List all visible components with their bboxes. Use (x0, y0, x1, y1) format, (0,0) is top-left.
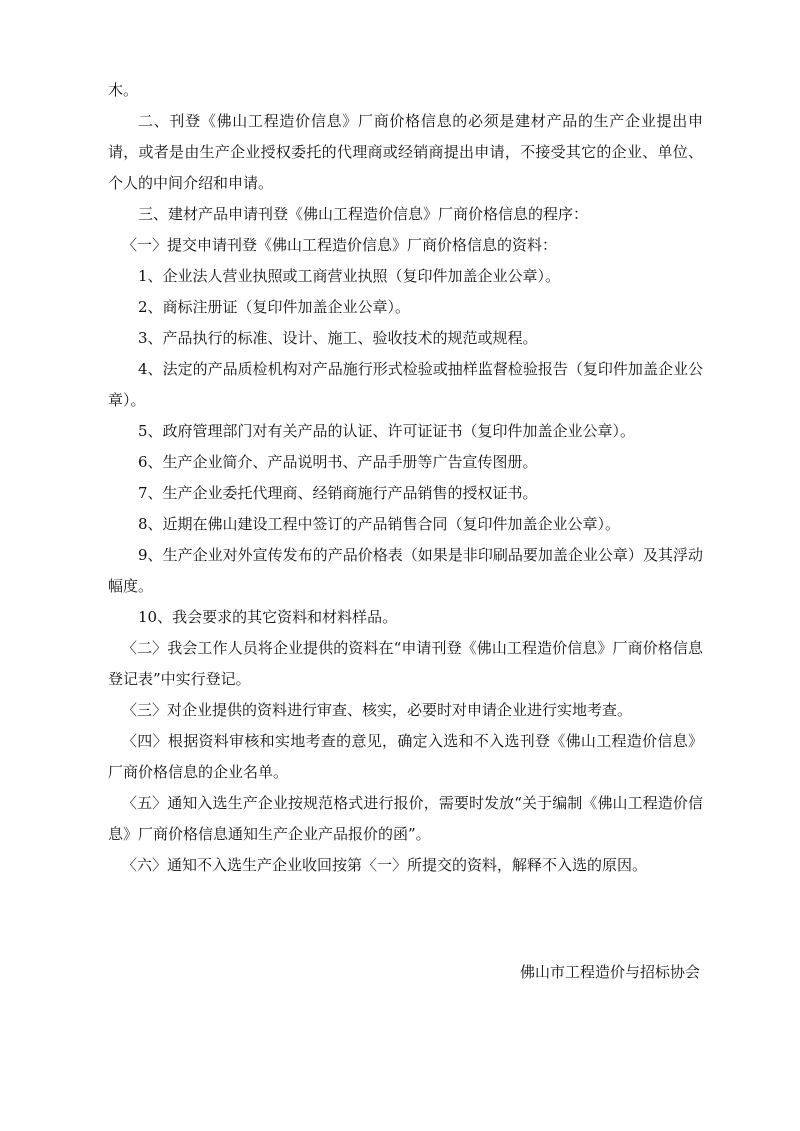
paragraph: 三、建材产品申请刊登《佛山工程造价信息》厂商价格信息的程序： (138, 205, 589, 223)
paragraph: 8、近期在佛山建设工程中签订的产品销售合同（复印件加盖企业公章）。 (138, 515, 621, 533)
paragraph: 〈五〉通知入选生产企业按规范格式进行报价，需要时发放“关于编制《佛山工程造价信息》厂商价格信息通知生产企业产品报价的函”。 (108, 794, 703, 843)
signature-organization: 佛山市工程造价与招标协会 (519, 963, 700, 981)
paragraph: 〈六〉通知不入选生产企业收回按第〈一〉所提交的资料，解释不入选的原因。 (122, 856, 648, 874)
paragraph: 〈三〉对企业提供的资料进行审查、核实，必要时对申请企业进行实地考查。 (122, 701, 633, 719)
paragraph: 2、商标注册证（复印件加盖企业公章）。 (138, 298, 411, 316)
paragraph: 9、生产企业对外宣传发布的产品价格表（如果是非印刷品要加盖企业公章）及其浮动幅度。 (108, 546, 703, 595)
paragraph: 木。 (108, 81, 139, 99)
paragraph: 4、法定的产品质检机构对产品施行形式检验或抽样监督检验报告（复印件加盖企业公章）。 (108, 360, 703, 409)
paragraph: 〈二〉我会工作人员将企业提供的资料在“申请刊登《佛山工程造价信息》厂商价格信息登记表”中实行登记。 (108, 639, 703, 688)
paragraph: 5、政府管理部门对有关产品的认证、许可证证书（复印件加盖企业公章）。 (138, 422, 636, 440)
paragraph: 10、我会要求的其它资料和材料样品。 (138, 608, 398, 626)
document-body (108, 75, 703, 881)
paragraph: 3、产品执行的标准、设计、施工、验收技术的规范或规程。 (138, 329, 538, 347)
paragraph: 〈四〉根据资料审核和实地考查的意见，确定入选和不入选刊登《佛山工程造价信息》厂商价格信息的企业名单。 (108, 732, 703, 781)
paragraph: 6、生产企业简介、产品说明书、产品手册等广告宣传图册。 (138, 453, 538, 471)
paragraph: 〈一〉提交申请刊登《佛山工程造价信息》厂商价格信息的资料： (122, 236, 558, 254)
paragraph: 7、生产企业委托代理商、经销商施行产品销售的授权证书。 (138, 484, 538, 502)
paragraph: 1、企业法人营业执照或工商营业执照（复印件加盖企业公章）。 (138, 267, 561, 285)
paragraph: 二、刊登《佛山工程造价信息》厂商价格信息的必须是建材产品的生产企业提出申请，或者是由生产企业授权委托的代理商或经销商提出申请，不接受其它的企业、单位、个人的中间介绍和申请。 (108, 112, 703, 192)
